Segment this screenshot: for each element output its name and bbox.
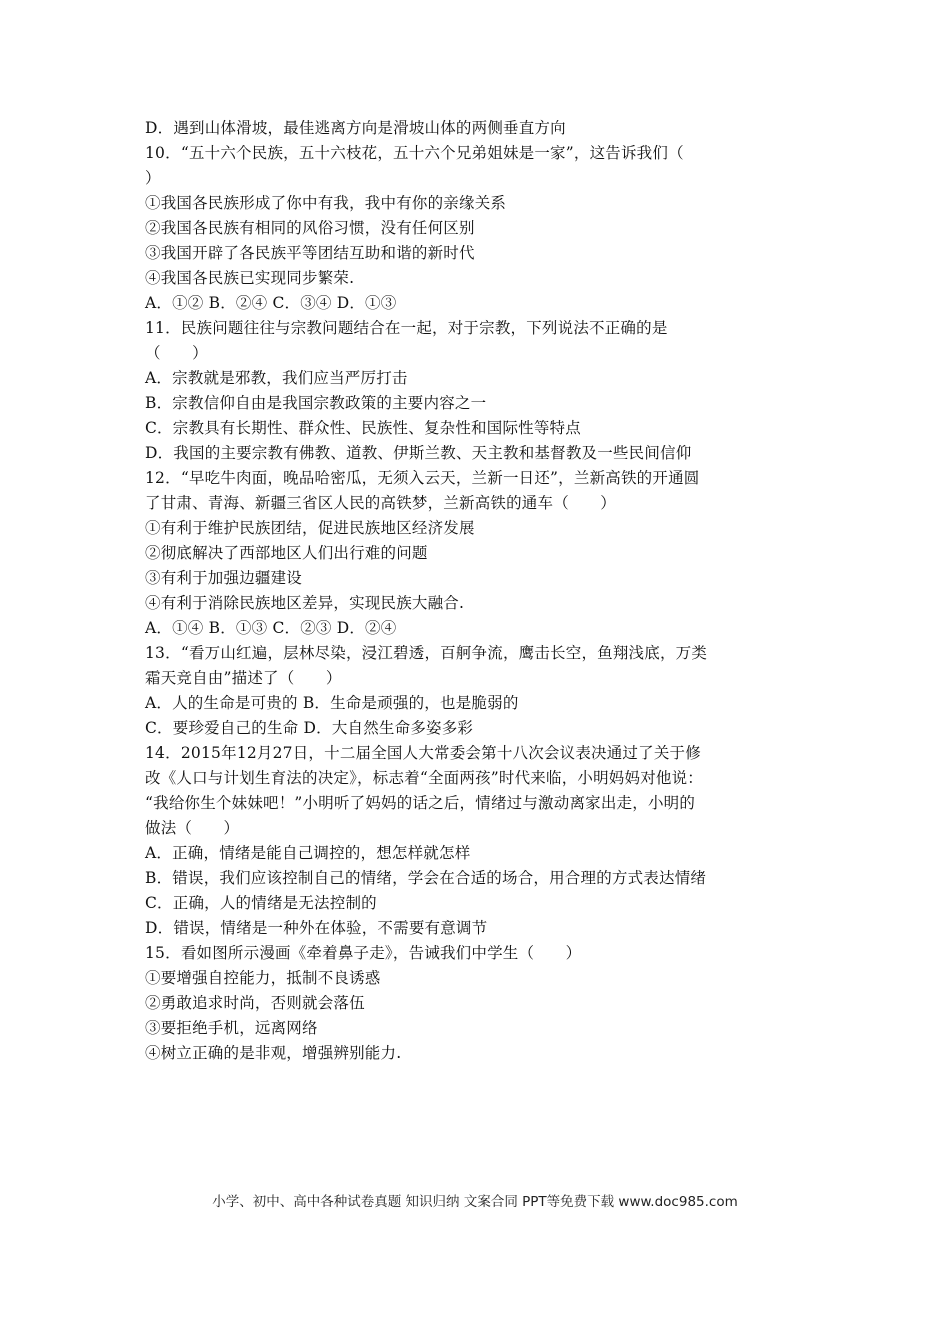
answer-choices: C．要珍爱自己的生命 D．大自然生命多姿多彩 [145,719,474,737]
answer-choices: A．①② B．②④ C．③④ D．①③ [145,294,397,312]
question-10-stem: 10．“五十六个民族，五十六枝花，五十六个兄弟姐妹是一家”，这告诉我们（ [145,144,684,162]
question-11-stem: 11．民族问题往往与宗教问题结合在一起，对于宗教，下列说法不正确的是 [145,319,668,337]
answer-choices: A．人的生命是可贵的 B．生命是顽强的，也是脆弱的 [145,694,519,712]
option-statement: ②彻底解决了西部地区人们出行难的问题 [145,544,428,562]
option-statement: ③我国开辟了各民族平等团结互助和谐的新时代 [145,244,475,262]
option-statement: ③要拒绝手机，远离网络 [145,1019,318,1037]
answer-choice: A．正确，情绪是能自己调控的，想怎样就怎样 [145,844,471,862]
answer-choice: B．错误，我们应该控制自己的情绪，学会在合适的场合，用合理的方式表达情绪 [145,869,707,887]
option-statement: ①有利于维护民族团结，促进民族地区经济发展 [145,519,475,537]
text-line: 做法（ ） [145,819,240,837]
answer-choice: D．错误，情绪是一种外在体验，不需要有意调节 [145,919,488,937]
option-statement: ④我国各民族已实现同步繁荣. [145,269,355,287]
text-line: ） [145,169,161,187]
option-statement: ④树立正确的是非观，增强辨别能力. [145,1044,402,1062]
answer-choice: C．宗教具有长期性、群众性、民族性、复杂性和国际性等特点 [145,419,581,437]
page-footer: 小学、初中、高中各种试卷真题 知识归纳 文案合同 PPT等免费下载 www.doc985.com [212,1194,738,1210]
text-line: 霜天竞自由”描述了（ ） [145,669,342,687]
answer-choice: D．我国的主要宗教有佛教、道教、伊斯兰教、天主教和基督教及一些民间信仰 [145,444,692,462]
answer-choice: C．正确，人的情绪是无法控制的 [145,894,377,912]
question-15-stem: 15．看如图所示漫画《牵着鼻子走》，告诫我们中学生（ ） [145,944,582,962]
question-13-stem: 13．“看万山红遍，层林尽染，浸江碧透，百舸争流，鹰击长空，鱼翔浅底，万类 [145,644,708,662]
option-statement: ②勇敢追求时尚，否则就会落伍 [145,994,365,1012]
question-12-stem: 12．“早吃牛肉面，晚品哈密瓜，无须入云天，兰新一日还”，兰新高铁的开通圆 [145,469,700,487]
option-statement: ③有利于加强边疆建设 [145,569,303,587]
option-statement: ④有利于消除民族地区差异，实现民族大融合. [145,594,465,612]
option-statement: ①要增强自控能力，抵制不良诱惑 [145,969,381,987]
answer-choice: A．宗教就是邪教，我们应当严厉打击 [145,369,408,387]
text-line: “我给你生个妹妹吧！”小明听了妈妈的话之后，情绪过与激动离家出走，小明的 [145,794,696,812]
option-statement: ①我国各民族形成了你中有我，我中有你的亲缘关系 [145,194,507,212]
question-14-stem: 14．2015年12月27日，十二届全国人大常委会第十八次会议表决通过了关于修 [145,744,701,762]
text-line: 改《人口与计划生育法的决定》，标志着“全面两孩”时代来临，小明妈妈对他说： [145,769,704,787]
document-body [145,116,815,1066]
option-statement: ②我国各民族有相同的风俗习惯，没有任何区别 [145,219,475,237]
text-line: 了甘肃、青海、新疆三省区人民的高铁梦，兰新高铁的通车（ ） [145,494,617,512]
answer-choice: B．宗教信仰自由是我国宗教政策的主要内容之一 [145,394,487,412]
text-line: D．遇到山体滑坡，最佳逃离方向是滑坡山体的两侧垂直方向 [145,119,566,137]
text-line: （ ） [145,344,208,362]
answer-choices: A．①④ B．①③ C．②③ D．②④ [145,619,397,637]
